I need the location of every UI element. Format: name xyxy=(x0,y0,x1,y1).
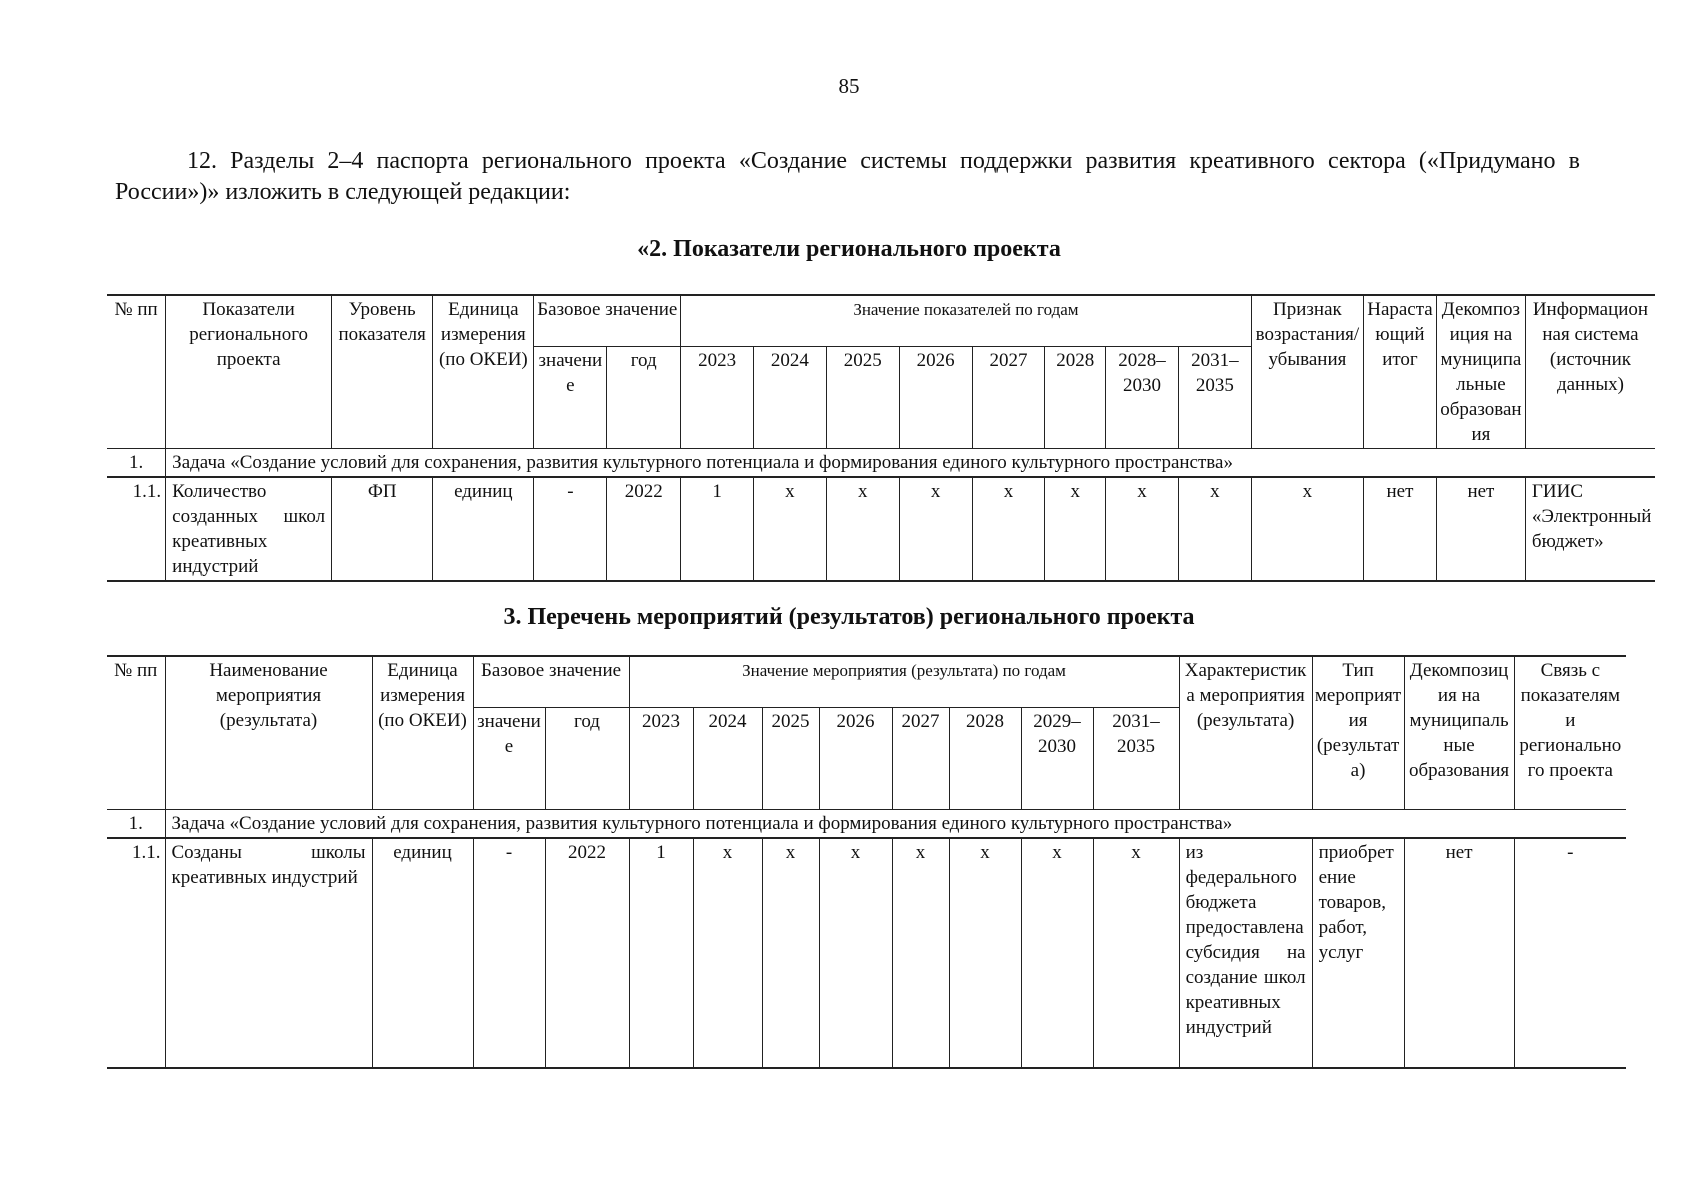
row-year-value: х xyxy=(949,838,1021,1068)
header-info-system: Информационная система (источник данных) xyxy=(1525,295,1655,449)
row-year-value: х xyxy=(1021,838,1093,1068)
row-cumulative: нет xyxy=(1364,477,1437,581)
header-indicator: Показатели регионального проекта xyxy=(166,295,332,449)
row-level: ФП xyxy=(332,477,433,581)
row-unit: единиц xyxy=(433,477,534,581)
row-base-value: - xyxy=(473,838,545,1068)
row-year-value: х xyxy=(762,838,819,1068)
header-decomposition: Декомпозиция на муниципальные образования xyxy=(1436,295,1525,449)
row-year-value: 1 xyxy=(629,838,693,1068)
page-number: 85 xyxy=(838,74,860,98)
activities-table xyxy=(107,655,1626,1069)
header-level: Уровень показателя xyxy=(332,295,433,449)
row-year-value: х xyxy=(1106,477,1179,581)
header-unit: Единица измерения (по ОКЕИ) xyxy=(372,656,473,809)
section2-title: «2. Показатели регионального проекта xyxy=(637,236,1061,262)
row-decomposition: нет xyxy=(1404,838,1514,1068)
header-year: 2031–2035 xyxy=(1093,707,1179,809)
header-cumulative: Нарастающий итог xyxy=(1364,295,1437,449)
row-year-value: х xyxy=(826,477,899,581)
row-unit: единиц xyxy=(372,838,473,1068)
header-year: 2028–2030 xyxy=(1106,346,1179,448)
row-year-value: х xyxy=(899,477,972,581)
indicators-table xyxy=(107,294,1655,582)
header-year: 2026 xyxy=(819,707,892,809)
header-num: № пп xyxy=(107,295,166,449)
section3-title: 3. Перечень мероприятий (результатов) регионального проекта xyxy=(503,604,1195,630)
header-characteristic: Характеристика мероприятия (результата) xyxy=(1179,656,1312,809)
row-year-value: х xyxy=(1045,477,1106,581)
header-by-years: Значение мероприятия (результата) по годам xyxy=(629,656,1179,707)
header-year: 2029–2030 xyxy=(1021,707,1093,809)
header-by-years: Значение показателей по годам xyxy=(681,295,1252,346)
row-year-value: х xyxy=(892,838,949,1068)
row-name: Созданы школы креативных индустрий xyxy=(165,838,372,1068)
header-base: Базовое значение xyxy=(473,656,629,707)
header-year: 2028 xyxy=(1045,346,1106,448)
task-num: 1. xyxy=(107,449,166,478)
row-decomposition: нет xyxy=(1436,477,1525,581)
header-link: Связь с показателями регионального проекта xyxy=(1514,656,1626,809)
header-growth: Признак возрастания/ убывания xyxy=(1251,295,1363,449)
header-type: Тип мероприятия (результата) xyxy=(1312,656,1404,809)
row-year-value: х xyxy=(972,477,1045,581)
row-indicator: Количество созданных школ креативных индустрий xyxy=(166,477,332,581)
header-base-year: год xyxy=(607,346,681,448)
task-text: Задача «Создание условий для сохранения, развития культурного потенциала и формирования единого культурного пространства» xyxy=(166,449,1655,478)
header-base-value: значение xyxy=(473,707,545,809)
task-text: Задача «Создание условий для сохранения, развития культурного потенциала и формирования единого культурного пространства» xyxy=(165,809,1626,838)
header-num: № пп xyxy=(107,656,165,809)
header-year: 2026 xyxy=(899,346,972,448)
header-base: Базовое значение xyxy=(534,295,681,346)
task-num: 1. xyxy=(107,809,165,838)
header-year: 2023 xyxy=(629,707,693,809)
row-num: 1.1. xyxy=(107,477,166,581)
row-base-year: 2022 xyxy=(545,838,629,1068)
row-year-value: х xyxy=(753,477,826,581)
header-decomposition: Декомпозиция на муниципальные образования xyxy=(1404,656,1514,809)
header-year: 2024 xyxy=(693,707,762,809)
header-year: 2024 xyxy=(753,346,826,448)
header-year: 2031–2035 xyxy=(1178,346,1251,448)
row-link: - xyxy=(1514,838,1626,1068)
row-num: 1.1. xyxy=(107,838,165,1068)
intro-text: 12. Разделы 2–4 паспорта регионального проекта «Создание системы поддержки развития креативного сектора («Придумано в России»)» изложить в следующей редакции: xyxy=(115,148,1580,205)
row-year-value: х xyxy=(1178,477,1251,581)
header-name: Наименование мероприятия (результата) xyxy=(165,656,372,809)
row-growth: х xyxy=(1251,477,1363,581)
header-year: 2027 xyxy=(972,346,1045,448)
row-characteristic: из федерального бюджета предоставлена субсидия на создание школ креативных индустрий xyxy=(1179,838,1312,1068)
header-base-year: год xyxy=(545,707,629,809)
header-year: 2028 xyxy=(949,707,1021,809)
row-base-year: 2022 xyxy=(607,477,681,581)
row-year-value: х xyxy=(693,838,762,1068)
row-info-system: ГИИС «Электронный бюджет» xyxy=(1525,477,1655,581)
header-year: 2023 xyxy=(681,346,754,448)
row-year-value: 1 xyxy=(681,477,754,581)
row-base-value: - xyxy=(534,477,607,581)
row-year-value: х xyxy=(1093,838,1179,1068)
intro-paragraph xyxy=(115,146,1580,208)
header-year: 2025 xyxy=(762,707,819,809)
header-base-value: значение xyxy=(534,346,607,448)
row-type: приобретение товаров, работ, услуг xyxy=(1312,838,1404,1068)
row-year-value: х xyxy=(819,838,892,1068)
header-year: 2025 xyxy=(826,346,899,448)
header-unit: Единица измерения (по ОКЕИ) xyxy=(433,295,534,449)
header-year: 2027 xyxy=(892,707,949,809)
